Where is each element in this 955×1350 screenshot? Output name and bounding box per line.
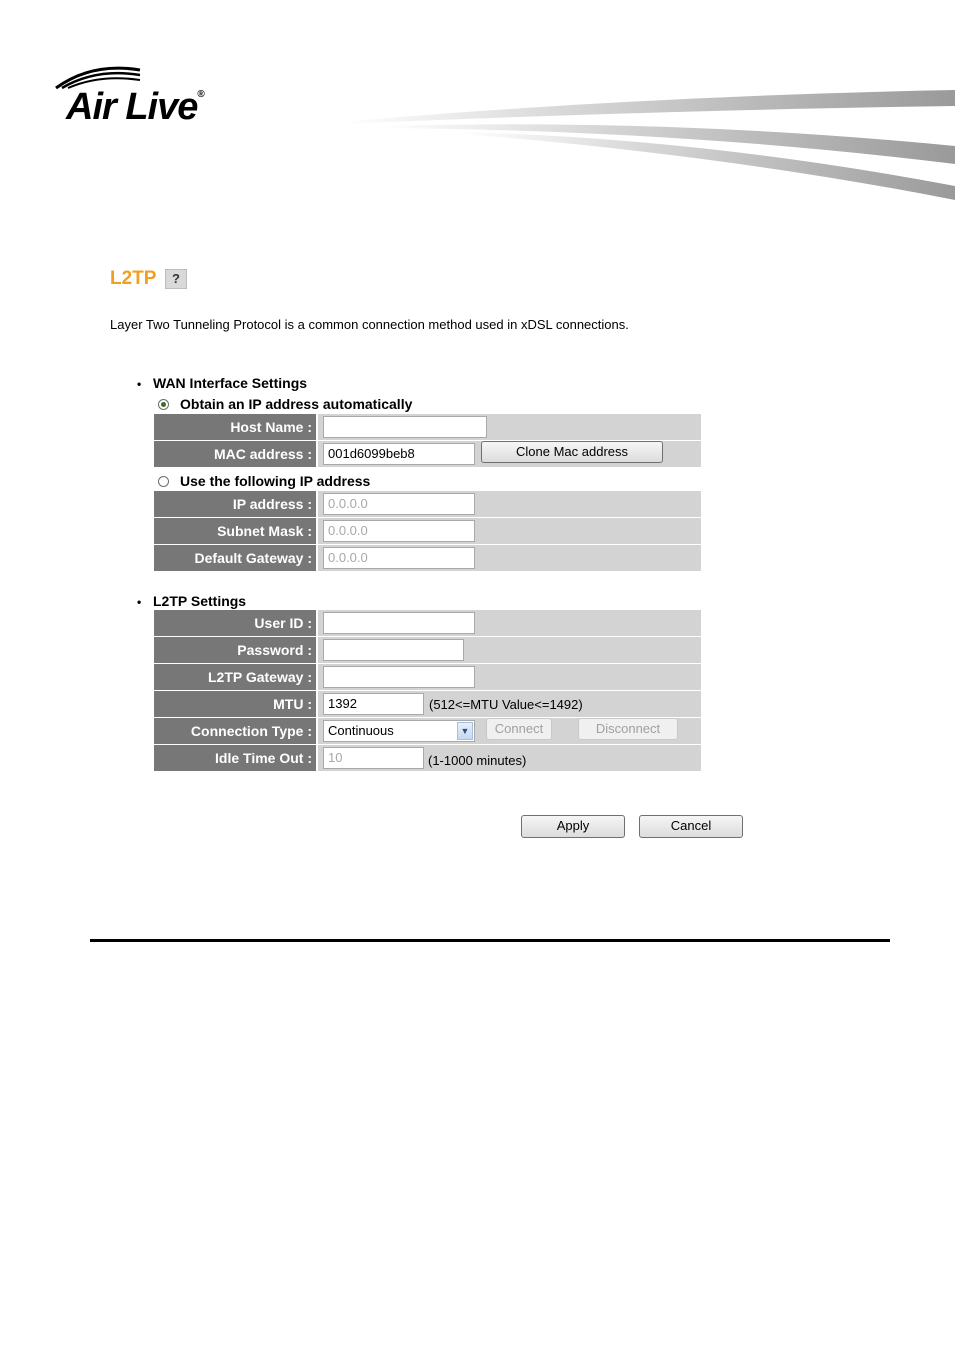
- idle-timeout-input[interactable]: 10: [323, 747, 424, 769]
- airlive-logo: [52, 62, 292, 132]
- logo-text: Air Live®: [66, 86, 204, 128]
- l2tp-gateway-row: [154, 664, 701, 691]
- user-id-label: User ID :: [154, 610, 318, 636]
- radio-selected-icon[interactable]: [158, 399, 169, 410]
- ip-address-input[interactable]: 0.0.0.0: [323, 493, 475, 515]
- mtu-range-note: (512<=MTU Value<=1492): [429, 697, 583, 712]
- l2tp-settings-heading: • L2TP Settings: [137, 593, 247, 609]
- password-input[interactable]: [323, 639, 464, 661]
- mac-address-input[interactable]: 001d6099beb8: [323, 443, 475, 465]
- page-divider: [90, 939, 890, 942]
- default-gateway-label: Default Gateway :: [154, 545, 318, 571]
- default-gateway-input[interactable]: 0.0.0.0: [323, 547, 475, 569]
- connection-type-select[interactable]: Continuous ▼: [323, 720, 475, 742]
- host-name-row: [154, 414, 701, 441]
- password-label: Password :: [154, 637, 318, 663]
- connect-button[interactable]: Connect: [486, 718, 552, 740]
- l2tp-table: [154, 610, 701, 772]
- mac-address-row: [154, 441, 701, 468]
- static-ip-table: [154, 491, 701, 572]
- password-row: [154, 637, 701, 664]
- subnet-mask-row: [154, 518, 701, 545]
- user-id-input[interactable]: [323, 612, 475, 634]
- idle-timeout-label: Idle Time Out :: [154, 745, 318, 771]
- help-icon[interactable]: ?: [165, 269, 187, 289]
- user-id-row: [154, 610, 701, 637]
- header-swoosh: [340, 88, 955, 203]
- mtu-input[interactable]: 1392: [323, 693, 424, 715]
- radio-unselected-icon[interactable]: [158, 476, 169, 487]
- l2tp-gateway-input[interactable]: [323, 666, 475, 688]
- mtu-label: MTU :: [154, 691, 318, 717]
- mac-address-label: MAC address :: [154, 441, 318, 467]
- idle-timeout-note: (1-1000 minutes): [428, 753, 527, 768]
- bullet-icon: •: [137, 377, 142, 391]
- chevron-down-icon[interactable]: ▼: [457, 722, 473, 740]
- clone-mac-button[interactable]: Clone Mac address: [481, 441, 663, 463]
- ip-address-label: IP address :: [154, 491, 318, 517]
- auto-ip-option[interactable]: Obtain an IP address automatically: [158, 395, 412, 413]
- subnet-mask-input[interactable]: 0.0.0.0: [323, 520, 475, 542]
- host-name-label: Host Name :: [154, 414, 318, 440]
- connection-type-row: [154, 718, 701, 745]
- mtu-row: [154, 691, 701, 718]
- subnet-mask-label: Subnet Mask :: [154, 518, 318, 544]
- page-description: Layer Two Tunneling Protocol is a common connection method used in xDSL connections.: [110, 317, 629, 332]
- idle-timeout-row: [154, 745, 701, 772]
- disconnect-button[interactable]: Disconnect: [578, 718, 678, 740]
- bullet-icon: •: [137, 595, 142, 609]
- ip-address-row: [154, 491, 701, 518]
- l2tp-gateway-label: L2TP Gateway :: [154, 664, 318, 690]
- auto-ip-table: [154, 414, 701, 468]
- apply-button[interactable]: Apply: [521, 815, 625, 838]
- cancel-button[interactable]: Cancel: [639, 815, 743, 838]
- host-name-input[interactable]: [323, 416, 487, 438]
- wan-settings-heading: • WAN Interface Settings: [137, 375, 308, 391]
- connection-type-label: Connection Type :: [154, 718, 318, 744]
- page-title: L2TP: [110, 268, 157, 289]
- default-gateway-row: [154, 545, 701, 572]
- static-ip-option[interactable]: Use the following IP address: [158, 472, 370, 490]
